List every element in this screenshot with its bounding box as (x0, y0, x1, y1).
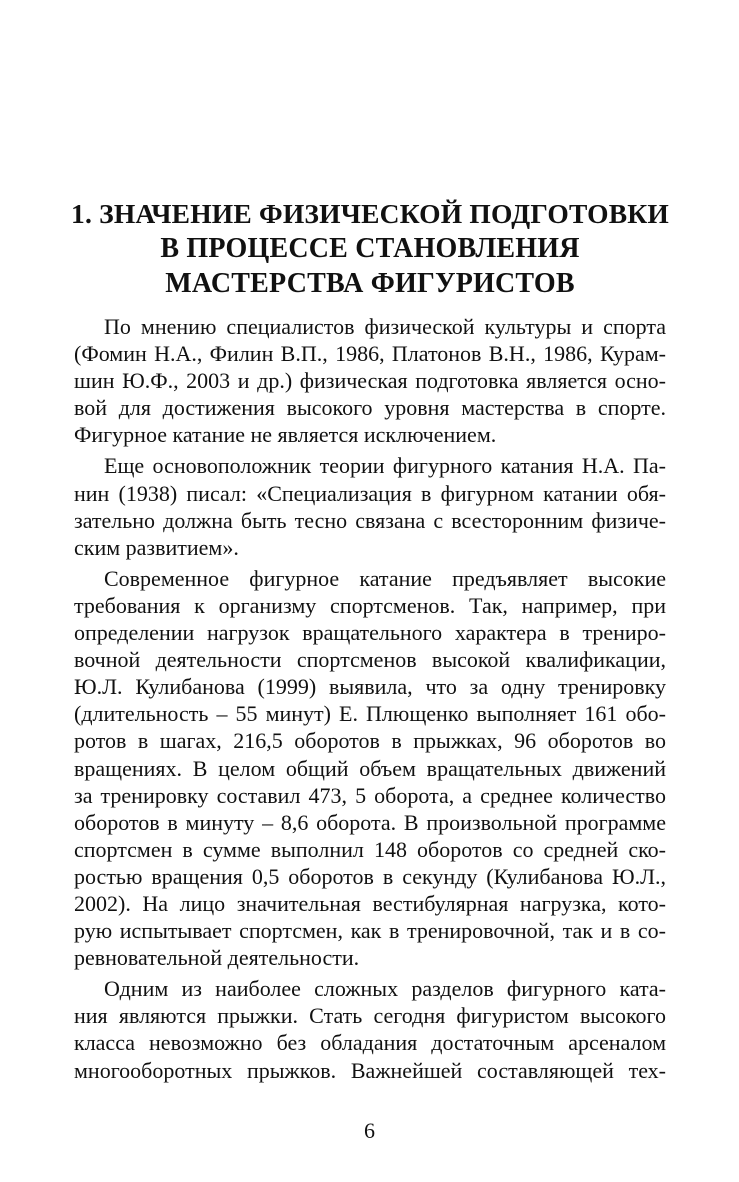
text-line: спортсмен в сумме выполнил 148 оборотов со средней ско- (74, 836, 666, 862)
text-line: ростью вращения 0,5 оборотов в секунду (Кулибанова Ю.Л., (74, 863, 666, 889)
chapter-heading-line: МАСТЕРСТВА ФИГУРИСТОВ (165, 268, 575, 299)
text-line: вращениях. В целом общий объем вращательных движений (74, 755, 666, 781)
paragraph-3 (74, 565, 666, 971)
chapter-heading (70, 196, 670, 301)
text-line: Ю.Л. Кулибанова (1999) выявила, что за одну тренировку (74, 674, 666, 700)
paragraph-1 (74, 313, 666, 448)
text-line: (длительность – 55 минут) Е. Плющенко выполняет 161 обо- (74, 701, 666, 727)
chapter-heading-line: 1. ЗНАЧЕНИЕ ФИЗИЧЕСКОЙ ПОДГОТОВКИ (71, 198, 669, 229)
text-line: ния являются прыжки. Стать сегодня фигуристом высокого (74, 1003, 666, 1029)
text-line: оборотов в минуту – 8,6 оборота. В произвольной программе (74, 809, 666, 835)
text-line: зательно должна быть тесно связана с всесторонним физиче- (74, 507, 666, 533)
paragraph-4 (74, 975, 666, 1083)
text-line: за тренировку составил 473, 5 оборота, а среднее количество (74, 782, 666, 808)
text-line: вочной деятельности спортсменов высокой квалификации, (74, 647, 666, 673)
text-line: (Фомин Н.А., Филин В.П., 1986, Платонов В.Н., 1986, Курам- (74, 341, 666, 367)
text-line: определении нагрузок вращательного характера в трениро- (74, 620, 666, 646)
text-line: ротов в шагах, 216,5 оборотов в прыжках, 96 оборотов во (74, 728, 666, 754)
text-line: вой для достижения высокого уровня мастерства в спорте. (74, 395, 666, 421)
text-line: Одним из наиболее сложных разделов фигурного ката- (104, 976, 666, 1002)
text-line: класса невозможно без обладания достаточным арсеналом (74, 1030, 666, 1056)
text-line: требования к организму спортсменов. Так, например, при (74, 592, 666, 618)
body-text (74, 313, 666, 1084)
text-line: ревновательной деятельности. (74, 945, 360, 971)
text-line: По мнению специалистов физической культуры и спорта (104, 314, 666, 339)
text-line: ским развитием». (74, 534, 239, 560)
text-line: рую испытывает спортсмен, как в тренировочной, так и в со- (74, 918, 666, 944)
text-line: нин (1938) писал: «Специализация в фигурном катании обя- (74, 480, 666, 506)
paragraph-2 (74, 452, 666, 560)
text-line: Фигурное катание не является исключением. (74, 422, 497, 448)
text-line: 2002). На лицо значительная вестибулярная нагрузка, кото- (74, 890, 666, 916)
page-number: 6 (364, 1118, 375, 1143)
text-line: Еще основоположник теории фигурного катания Н.А. Па- (104, 453, 666, 479)
text-line: многооборотных прыжков. Важнейшей составляющей тех- (74, 1057, 666, 1083)
text-line: Современное фигурное катание предъявляет высокие (104, 565, 666, 591)
chapter-heading-line: В ПРОЦЕССЕ СТАНОВЛЕНИЯ (160, 233, 580, 264)
text-line: шин Ю.Ф., 2003 и др.) физическая подготовка является осно- (74, 368, 666, 394)
